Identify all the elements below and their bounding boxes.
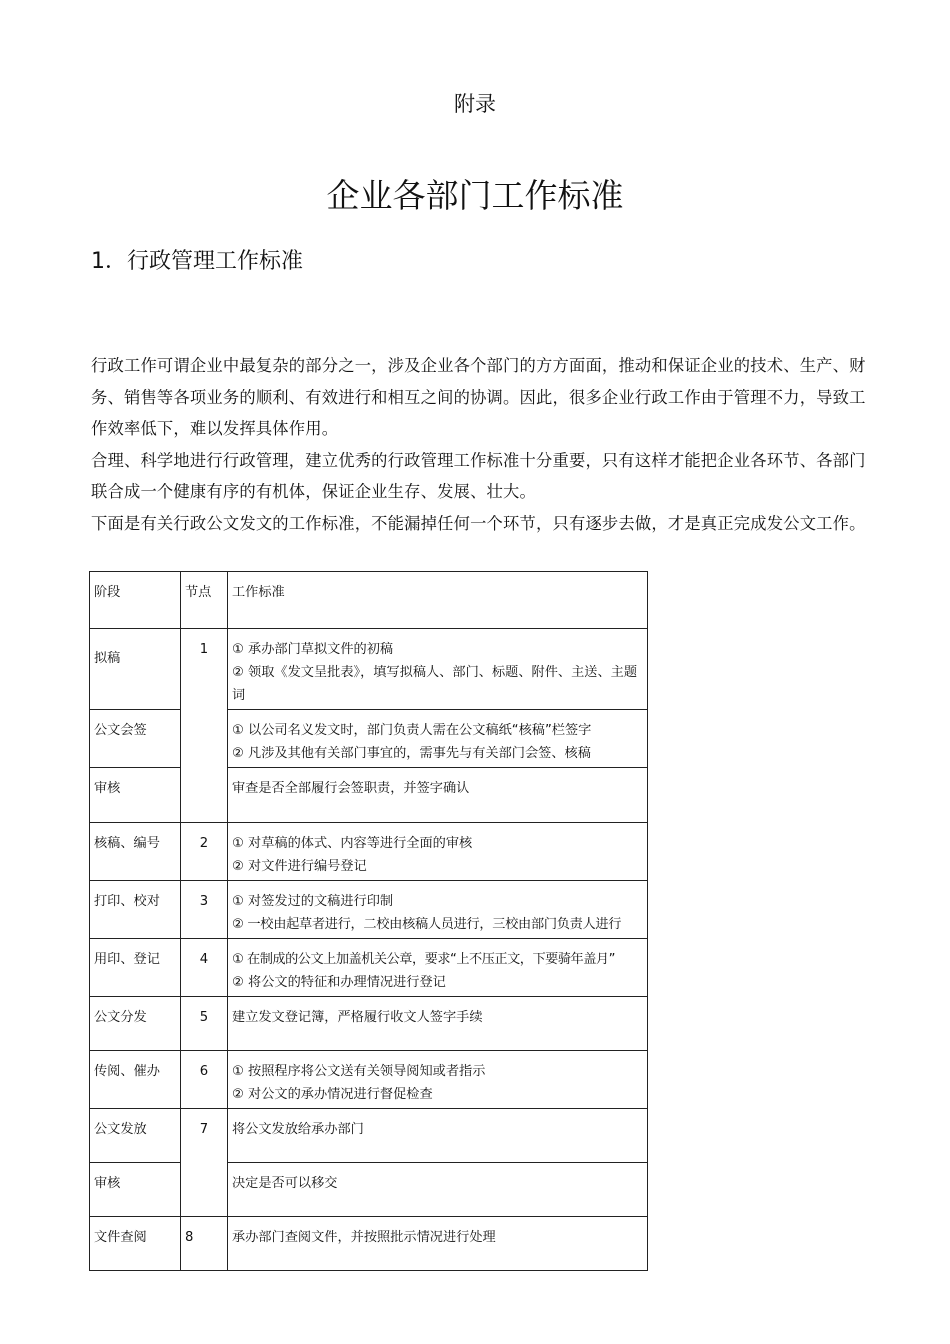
- header-standard: 工作标准: [228, 572, 648, 629]
- standard-line: 将公文发放给承办部门: [232, 1122, 364, 1137]
- table-header-row: [90, 572, 648, 629]
- standard-line: ① 对草稿的体式、内容等进行全面的审核: [232, 836, 473, 851]
- stage-cell: 公文发放: [90, 1109, 181, 1163]
- intro-text: [91, 350, 866, 539]
- node-cell: 5: [181, 997, 228, 1051]
- stage-cell: 审核: [90, 768, 181, 823]
- section-heading: 1．行政管理工作标准: [91, 249, 303, 274]
- standard-line: ① 以公司名义发文时，部门负责人需在公文稿纸“核稿”栏签字: [232, 723, 592, 738]
- appendix-label: 附录: [454, 92, 496, 116]
- header-stage: 阶段: [90, 572, 181, 629]
- table-row: [90, 881, 648, 939]
- header-node: 节点: [181, 572, 228, 629]
- page-title: 企业各部门工作标准: [326, 176, 624, 215]
- standard-line: 决定是否可以移交: [232, 1176, 338, 1191]
- node-cell: 4: [181, 939, 228, 997]
- stage-cell: 传阅、催办: [90, 1051, 181, 1109]
- standard-line: ② 对文件进行编号登记: [232, 859, 367, 874]
- standard-line: ① 承办部门草拟文件的初稿: [232, 642, 394, 657]
- standard-cell: [228, 881, 648, 939]
- standard-cell: [228, 1163, 648, 1217]
- standard-cell: [228, 939, 648, 997]
- table-row: [90, 629, 648, 710]
- node-cell: 8: [181, 1217, 228, 1271]
- table-row: [90, 939, 648, 997]
- work-standard-table: [89, 571, 648, 1271]
- standard-cell: [228, 629, 648, 710]
- stage-cell: 用印、登记: [90, 939, 181, 997]
- node-cell: 7: [181, 1109, 228, 1217]
- standard-line: 建立发文登记簿，严格履行收文人签字手续: [232, 1010, 483, 1025]
- standard-cell: [228, 1217, 648, 1271]
- table-row: [90, 710, 648, 768]
- standard-line: ① 对签发过的文稿进行印制: [232, 894, 394, 909]
- standard-line: ② 领取《发文呈批表》，填写拟稿人、部门、标题、附件、主送、主题词: [232, 665, 638, 703]
- node-cell: 1: [181, 629, 228, 823]
- stage-cell: 公文会签: [90, 710, 181, 768]
- standard-line: ② 一校由起草者进行，二校由核稿人员进行，三校由部门负责人进行: [232, 917, 622, 932]
- standard-line: 承办部门查阅文件，并按照批示情况进行处理: [232, 1230, 496, 1245]
- standard-line: 审查是否全部履行会签职责，并签字确认: [232, 781, 470, 796]
- standard-cell: [228, 997, 648, 1051]
- node-cell: 6: [181, 1051, 228, 1109]
- table-row: [90, 823, 648, 881]
- standard-cell: [228, 768, 648, 823]
- stage-cell: 文件查阅: [90, 1217, 181, 1271]
- table-row: [90, 1109, 648, 1163]
- standard-line: ① 按照程序将公文送有关领导阅知或者指示: [232, 1064, 486, 1079]
- table-row: [90, 1163, 648, 1217]
- node-cell: 2: [181, 823, 228, 881]
- standard-cell: [228, 1051, 648, 1109]
- standard-cell: [228, 1109, 648, 1163]
- standard-cell: [228, 823, 648, 881]
- table-row: [90, 1051, 648, 1109]
- node-cell: 3: [181, 881, 228, 939]
- paragraph: 合理、科学地进行行政管理，建立优秀的行政管理工作标准十分重要，只有这样才能把企业各环节、各部门联合成一个健康有序的有机体，保证企业生存、发展、壮大。: [91, 450, 866, 501]
- paragraph: 行政工作可谓企业中最复杂的部分之一，涉及企业各个部门的方方面面，推动和保证企业的技术、生产、财务、销售等各项业务的顺利、有效进行和相互之间的协调。因此，很多企业行政工作由于管理不力，导致工作效率低下，难以发挥具体作用。: [91, 356, 866, 438]
- table-row: [90, 1217, 648, 1271]
- table-row: [90, 768, 648, 823]
- stage-cell: 打印、校对: [90, 881, 181, 939]
- standard-line: ② 将公文的特征和办理情况进行登记: [232, 975, 446, 990]
- standard-line: ② 对公文的承办情况进行督促检查: [232, 1087, 433, 1102]
- paragraph: 下面是有关行政公文发文的工作标准，不能漏掉任何一个环节，只有逐步去做，才是真正完成发公文工作。: [91, 513, 866, 533]
- stage-cell: 核稿、编号: [90, 823, 181, 881]
- standard-line: ① 在制成的公文上加盖机关公章，要求“上不压正文，下要骑年盖月”: [232, 952, 615, 967]
- table-row: [90, 997, 648, 1051]
- stage-cell: 审核: [90, 1163, 181, 1217]
- stage-cell: 公文分发: [90, 997, 181, 1051]
- standard-line: ② 凡涉及其他有关部门事宜的，需事先与有关部门会签、核稿: [232, 746, 591, 761]
- standard-cell: [228, 710, 648, 768]
- stage-cell: 拟稿: [90, 629, 181, 710]
